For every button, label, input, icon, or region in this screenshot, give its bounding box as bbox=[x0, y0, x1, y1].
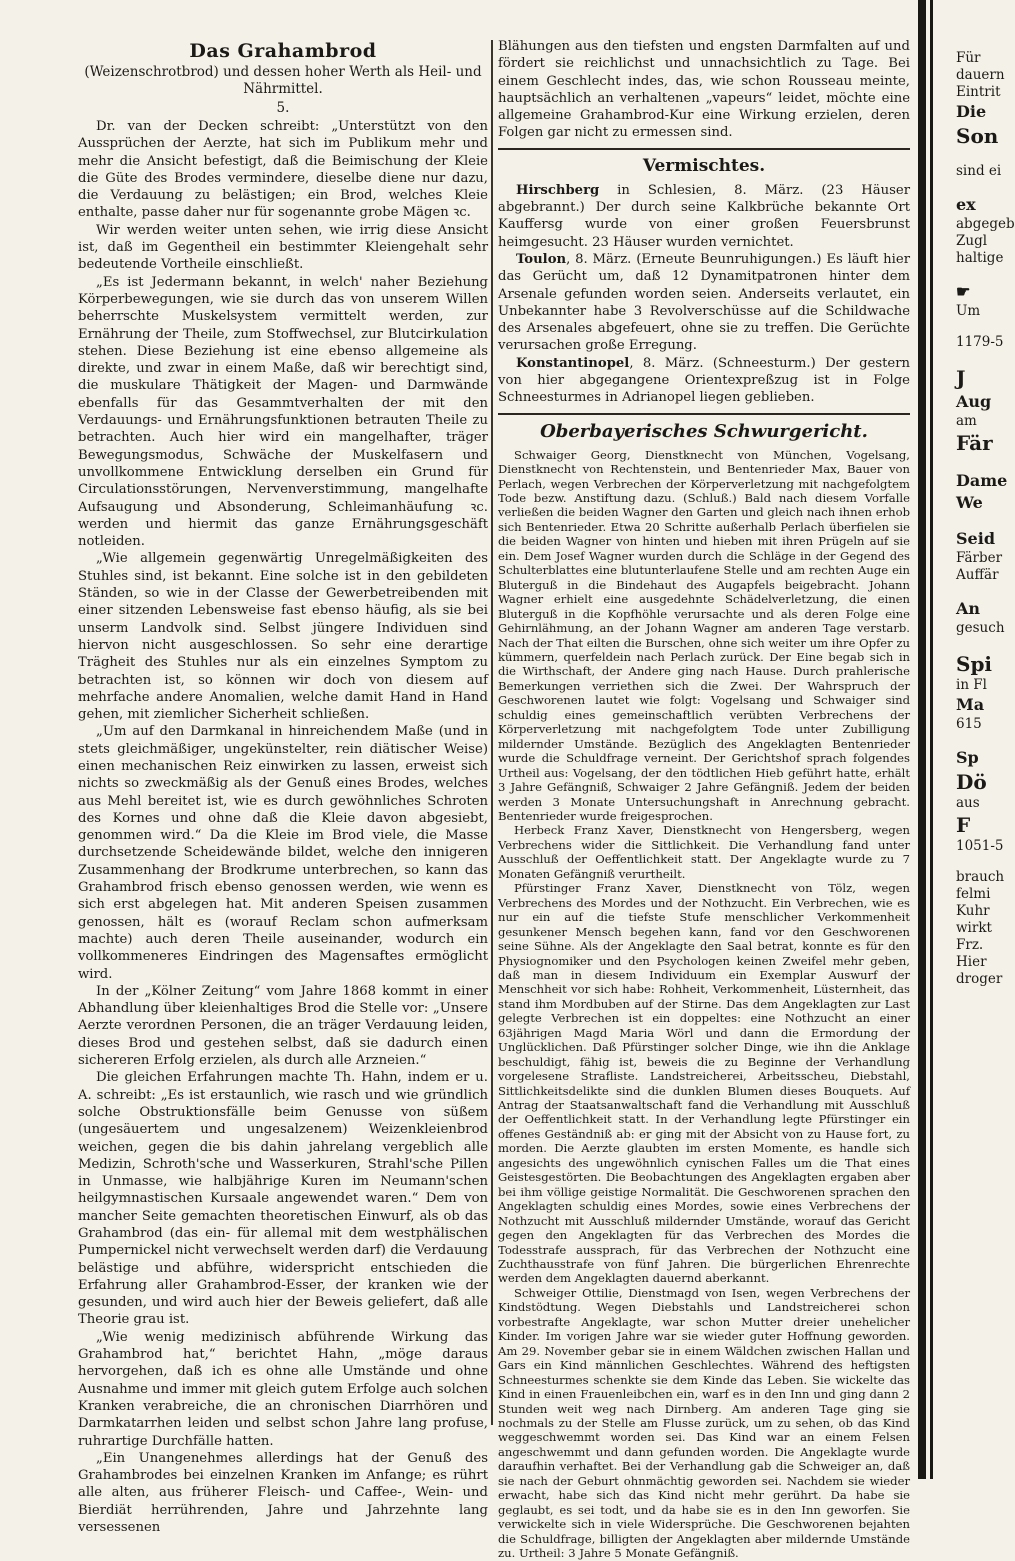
article-paragraph: Die gleichen Erfahrungen machte Th. Hahn, indem er u. A. schreibt: „Es ist erstaunlich, wie rasch und wie gründlich solche Obstruktionsfälle beim Genusse von süßem (ungesäuertem und ungesalzenem) Weizenkleienbrod weichen, gegen die bis dahin jahrelang vergeblich alle Medizin, Schroth'sche und Wasserkuren, Strahl'sche Pillen in Unmasse, wie halbjährige Kuren im Neumann'schen heilgymnastischen Kursaale angewendet waren.“ Dem von mancher Seite gemachten theoretischen Einwurf, als ob das Grahambrod (das ein- für allemal mit dem westphälischen Pumpernickel nicht verwechselt werden darf) die Verdauung belästige und abführe, widerspricht entschieden die Erfahrung aller Grahambrod-Esser, der kranken wie der gesunden, und wird auch hier der Beweis geliefert, daß alle Theorie grau ist. bbox=[78, 1070, 488, 1328]
fragment-line: Um bbox=[956, 303, 981, 319]
fragment-line: Dö bbox=[956, 770, 987, 794]
fragment-line: sind ei bbox=[956, 163, 1002, 179]
news-text: , 8. März. (Schneesturm.) Der gestern von hier abgegangene Orientexpreßzug ist in Folge Schneesturmes in Adrianopel liegen geblieben. bbox=[498, 355, 910, 406]
fragment-line: 1051-5 bbox=[956, 838, 1004, 854]
article-paragraph: Dr. van der Decken schreibt: „Unterstützt von den Aussprüchen der Aerzte, hat sich im Publikum mehr und mehr die Ansicht befestigt, daß die Beimischung der Kleie die Güte des Brodes vermindere, dieselbe diene nur dazu, die Verdauung zu belästigen; ein Brod, welches Kleie enthalte, passe daher nur für sogenannte grobe Mägen ꝛc. bbox=[78, 119, 488, 221]
court-case-paragraph: Pfürstinger Franz Xaver, Dienstknecht von Tölz, wegen Verbrechens des Mordes und der Nothzucht. Ein Verbrechen, wie es nur ein auf die tiefste Stufe menschlicher Verkommenheit gesunkener Mensch begehen kann, fand vor den Geschworenen seine Sühne. Als der Angeklagte den Saal betrat, konnte es für den Physiognomiker und den Psychologen keinen Zweifel mehr geben, daß man in diesem Individuum ein Exemplar Auswurf der Menschheit vor sich habe: Rohheit, Verkommenheit, Lüsternheit, das stand ihm Mordbuben auf der Stirne. Das dem Angeklagten zur Last gelegte Verbrechen ist ein doppeltes: eine Nothzucht an einer 63jährigen Magd Maria Wörl und dann die Ermordung der Unglücklichen. Daß Pfürstinger solcher Dinge, wie ihn die Anklage beschuldigt, fähig ist, beweis die zu Beginne der Verhandlung vorgelesene Strafliste. Landstreicherei, Arbeitsscheu, Diebstahl, Sittlichkeitsdelikte sind die dunklen Blumen dieses Bouquets. Auf Antrag der Staatsanwaltschaft fand die Verhandlung mit Ausschluß der Oeffentlichkeit statt. In der Verhandlung legte Pfürstinger ein offenes Geständniß ab: er ging mit der Absicht von zu Hause fort, zu morden. Die Aerzte glaubten im ersten Momente, es handle sich angesichts des ungewöhnlich cynischen Falles um die That eines Geistesgestörten. Die Beobachtungen des Angeklagten ergaben aber bei ihm völlige geistige Normalität. Die Geschworenen sprachen den Angeklagten schuldig eines Mordes, sowie eines Verbrechens der Nothzucht mit Ausschluß mildernder Umstände, worauf das Gericht gegen den Angeklagten für das Verbrechen des Mordes die Todesstrafe aussprach, für das Verbrechen der Nothzucht eine Zuchthausstrafe von fünf Jahren. Die bürgerlichen Ehrenrechte werden dem Angeklagten dauernd aberkannt. bbox=[498, 881, 910, 1286]
article-paragraph: „Wie allgemein gegenwärtig Unregelmäßigkeiten des Stuhles sind, ist bekannt. Eine solche ist in den gebildeten Ständen, so wie in der Classe der Gewerbetreibenden mit einer sitzenden Lebensweise fast ebenso häufig, als sie bei unserm Landvolk sind. Selbst jüngere Individuen sind hiervon nicht ausgeschlossen. So sehr eine derartige Trägheit des Stuhles nur als ein einzelnes Symptom zu betrachten ist, so können wir doch von diesem auf mehrfache andere Anomalien, welche damit Hand in Hand gehen, mit ziemlicher Sicherheit schließen. bbox=[78, 551, 488, 723]
fragment-line: Kuhr bbox=[956, 903, 990, 919]
fragment-gap bbox=[956, 733, 1000, 747]
fragment-line: Spi bbox=[956, 652, 993, 676]
section-number: 5. bbox=[276, 100, 290, 116]
fragment-line: Färber bbox=[956, 550, 1003, 566]
fragment-line: felmi bbox=[956, 886, 991, 902]
article-paragraph: „Ein Unangenehmes allerdings hat der Genuß des Grahambrodes bei einzelnen Kranken im Anfange; es rührt alle alten, aus früherer Fleisch- und Caffee-, Wein- und Bierdiät herrührenden, Jahre und Jahrzehnte lang versessenen bbox=[78, 1450, 488, 1536]
fragment-line: abgegeb bbox=[956, 216, 1015, 232]
fragment-line: Sp bbox=[956, 748, 979, 767]
article-subheadline: (Weizenschrotbrod) und dessen hoher Werth als Heil- und Nährmittel. bbox=[84, 64, 482, 97]
fragment-gap bbox=[956, 149, 1000, 163]
fragment-gap bbox=[956, 456, 1000, 470]
fragment-line: haltige bbox=[956, 250, 1004, 266]
page-edge-rule bbox=[918, 0, 926, 1479]
court-case-paragraph: Schweiger Ottilie, Dienstmagd von Isen, wegen Verbrechens der Kindstödtung. Wegen Diebstahls und Landstreicherei schon vorbestrafte Angeklagte, war schon Mutter dreier unehelicher Kinder. Im vorigen Jahre war sie wieder guter Hoffnung geworden. Am 29. November gebar sie in einem Wäldchen zwischen Hallan und Gars ein Kind männlichen Geschlechtes. Während des heftigsten Schneesturmes schenkte sie dem Kinde das Leben. Sie wickelte das Kind in einen Frauenleibchen ein, warf es in den Inn und ging dann 2 Stunden weit weg nach Dirnberg. Am anderen Tage ging sie nochmals zu der Stelle am Flusse zurück, um zu sehen, ob das Kind weggeschwemmt worden sei. Das Kind war an einem Felsen angeschwemmt und dann gefunden worden. Die Angeklagte wurde daraufhin verhaftet. Bei der Verhandlung gab die Schweiger an, daß sie nach der Geburt ohnmächtig geworden sei. Nachdem sie wieder erwacht, habe sich das Kind nicht mehr gerührt. Da habe sie geglaubt, es sei todt, und da habe sie es in den Inn geworfen. Sie verwickelte sich in viele Widersprüche. Die Geschworenen bejahten die Schuldfrage, billigten der Angeklagten aber mildernde Umstände zu. Urtheil: 3 Jahre 5 Monate Gefängniß. bbox=[498, 1285, 910, 1561]
fragment-line: 1179-5 bbox=[956, 334, 1004, 350]
court-case-paragraph: Schwaiger Georg, Dienstknecht von München, Vogelsang, Dienstknecht von Rechtenstein, und Bentenrieder Max, Bauer von Perlach, wegen Verbrechen der Körperverletzung mit nachgefolgtem Tode bezw. Anstiftung dazu. (Schluß.) Bald nach diesem Vorfalle verließen die beiden Wagner den Garten und gleich nach ihnen erhob sich Bentenrieder. Etwa 20 Schritte außerhalb Perlach überfielen sie die beiden Wagner von hinten und hieben mit ihren Prügeln auf sie ein. Dem Josef Wagner wurden durch die Schläge in der Gegend des Schulterblattes eine blutunterlaufene Stelle und am rechten Auge ein Bluterguß in die Bindehaut des Augapfels beigebracht. Johann Wagner erhielt eine ausgedehnte Schädelverletzung, die einen Bluterguß in die Kopfhöhle verursachte und als deren Folge eine Gehirnlähmung, an der Johann Wagner am anderen Tage verstarb. Nach der That eilten die Burschen, ohne sich weiter um ihre Opfer zu kümmern, querfeldein nach Perlach zurück. Der Eine begab sich in die Wirthschaft, der Andere ging nach Hause. Durch prahlerische Bemerkungen verriethen sich die Zwei. Der Wahrspruch der Geschworenen lautet wie folgt: Vogelsang und Schwaiger sind schuldig eines gemeinschaftlich verübten Verbrechens der Körperverletzung mit nachgefolgtem Tode unter Zubilligung mildernder Umstände. Bezüglich des Angeklagten Bentenrieder wurde die Schuldfrage verneint. Der Gerichtshof sprach folgendes Urtheil aus: Vogelsang, der den tödtlichen Hieb geführt hatte, erhält 3 Jahre Gefängniß, Schwaiger 2 Jahre Gefängniß. Jedem der beiden werden 3 Monate Untersuchungshaft in Anrechnung gebracht. Bentenrieder wurde freigesprochen. bbox=[498, 447, 910, 823]
fragment-line: Dame bbox=[956, 471, 1008, 490]
fragment-line: dauern bbox=[956, 67, 1005, 83]
court-section-title: Oberbayerisches Schwurgericht. bbox=[540, 420, 868, 442]
fragment-line: in Fl bbox=[956, 677, 987, 693]
fragment-line: Ma bbox=[956, 695, 985, 714]
fragment-line: droger bbox=[956, 971, 1003, 987]
news-text: , 8. März. (Erneute Beunruhigungen.) Es läuft hier das Gerücht um, daß 12 Dynamitpatronen hinter dem Arsenale gefunden worden seien. Anderseits verlautet, ein Unbekannter habe 3 Revolverschüsse auf die Schildwache des Arsenales abgefeuert, ohne sie zu treffen. Die Gerüchte verursachen große Erregung. bbox=[498, 251, 910, 354]
section-divider bbox=[498, 148, 910, 150]
fragment-line: Eintrit bbox=[956, 84, 1001, 100]
fragment-line: am bbox=[956, 413, 977, 429]
fragment-gap bbox=[956, 267, 1000, 281]
fragment-line: Son bbox=[956, 124, 999, 148]
misc-news-item bbox=[498, 182, 910, 251]
fragment-line: Aug bbox=[956, 392, 992, 411]
fragment-line: We bbox=[956, 493, 983, 512]
misc-news-item bbox=[498, 251, 910, 355]
article-paragraph: „Wie wenig medizinisch abführende Wirkung das Grahambrod hat,“ berichtet Hahn, „möge daraus hervorgehen, daß ich es ohne alle Umstände und ohne Ausnahme und immer mit gleich gutem Erfolge auch solchen Kranken verabreiche, die an chronischen Diarrhören und Darmkatarrhen leiden und selbst schon Jahre lang profuse, ruhrartige Durchfälle hatten. bbox=[78, 1329, 488, 1449]
section-divider bbox=[498, 413, 910, 415]
fragment-line: ex bbox=[956, 195, 976, 214]
article-continuation: Blähungen aus den tiefsten und engsten Darmfalten auf und fördert sie reichlichst und unnachsichtlich zu Tage. Bei einem Geschlecht indes, das, wie schon Rousseau meinte, hauptsächlich an verhaltenen „vapeurs“ leidet, möchte eine allgemeine Grahambrod-Kur eine Wirkung erzielen, deren Folgen gar nicht zu ermessen sind. bbox=[498, 39, 910, 141]
fragment-gap bbox=[956, 180, 1000, 194]
fragment-line: An bbox=[956, 599, 981, 618]
article-paragraph: Wir werden weiter unten sehen, wie irrig diese Ansicht ist, daß im Gegentheil ein bestimmter Kleiengehalt sehr bedeutende Vortheile einschließt. bbox=[78, 222, 488, 273]
article-body bbox=[78, 118, 488, 1536]
fragment-line: ☛ bbox=[956, 282, 971, 301]
fragment-line: Fär bbox=[956, 431, 993, 455]
misc-section-title: Vermischtes. bbox=[642, 155, 766, 176]
fragment-line: Die bbox=[956, 102, 987, 121]
misc-news-item bbox=[498, 355, 910, 407]
fragment-line: Seid bbox=[956, 529, 995, 548]
court-report-body bbox=[498, 448, 910, 1561]
fragment-line: Für bbox=[956, 50, 981, 66]
fragment-line: wirkt bbox=[956, 920, 992, 936]
news-text: in Schlesien, 8. März. (23 Häuser abgebrannt.) Der durch seine Kalkbrüche bekannte Ort Kauffersg wurde von einer großen Feuersbrunst heimgesucht. 23 Häuser wurden vernichtet. bbox=[498, 182, 910, 250]
article-headline: Das Grahambrod bbox=[189, 40, 377, 62]
page-edge-rule bbox=[930, 0, 933, 1479]
misc-news-list bbox=[498, 182, 910, 407]
adjacent-page-fragment bbox=[956, 50, 1015, 1410]
fragment-line: Auffär bbox=[956, 567, 999, 583]
fragment-gap bbox=[956, 637, 1000, 651]
fragment-line: Zugl bbox=[956, 233, 988, 249]
fragment-gap bbox=[956, 584, 1000, 598]
article-paragraph: „Es ist Jedermann bekannt, in welch' naher Beziehung Körperbewegungen, wie sie durch das von unserem Willen beherrschte Muskelsystem vermittelt werden, zur Ernährung der Theile, zum Stoffwechsel, zur Blutcirkulation stehen. Diese Beziehung ist eine ebenso allgemeine als direkte, und zwar in einem Maße, daß wir berechtigt sind, die muskulare Thätigkeit der Magen- und Darmwände ebenfalls für das Gesammtverhalten der mit den Verdauungs- und Ernährungsfunktionen betrauten Theile zu betrachten. Auch hier wird ein mangelhafter, träger Bewegungsmodus, Schwäche der Muskelfasern und unvollkommene Entwicklung derselben ein Grund für Circulationsstörungen, Nervenverstimmung, mangelhafte Aufsaugung und Absonderung, Schleimanhäufung ꝛc. werden und hiermit das ganze Ernährungsgeschäft notleiden. bbox=[78, 274, 488, 550]
fragment-line: Frz. bbox=[956, 937, 984, 953]
article-paragraph: „Um auf den Darmkanal in hinreichendem Maße (und in stets gleichmäßiger, ungekünstelter, rein diätischer Weise) einen mechanischen Reiz einwirken zu lassen, erweist sich nichts so zweckmäßig als der Genuß eines Brodes, welches aus Mehl bereitet ist, wie es durch gewöhnliches Schroten des Kornes und ohne daß die Kleie davon abgesiebt, genommen wird.“ Da die Kleie im Brod viele, die Masse durchsetzende Scheidewände bildet, welche den innigeren Zusammenhang der Brodkrume unterbrechen, so kann das Grahambrod frisch ebenso genossen werden, wie wenn es sich erst abgelegen hat. Mit anderen Speisen zusammen genossen, hält es (worauf Reclam schon aufmerksam machte) auch deren Theile auseinander, wodurch ein vollkommeneres Eindringen des Magensaftes ermöglicht wird. bbox=[78, 724, 488, 982]
fragment-gap bbox=[956, 320, 1000, 334]
column-rule bbox=[491, 40, 493, 1425]
news-dateline: Toulon bbox=[516, 251, 567, 267]
fragment-line: F bbox=[956, 813, 971, 837]
fragment-line: aus bbox=[956, 795, 980, 811]
news-dateline: Konstantinopel bbox=[516, 355, 630, 371]
fragment-gap bbox=[956, 351, 1000, 365]
fragment-line: 615 bbox=[956, 716, 982, 732]
news-dateline: Hirschberg bbox=[516, 182, 600, 198]
fragment-line: J bbox=[956, 366, 966, 390]
middle-column bbox=[498, 38, 910, 1561]
left-column bbox=[78, 38, 488, 1536]
court-case-paragraph: Herbeck Franz Xaver, Dienstknecht von Hengersberg, wegen Verbrechens wider die Sittlichkeit. Die Verhandlung fand unter Ausschluß der Oeffentlichkeit statt. Der Angeklagte wurde zu 7 Monaten Gefängniß verurtheilt. bbox=[498, 823, 910, 881]
fragment-gap bbox=[956, 855, 1000, 869]
fragment-gap bbox=[956, 514, 1000, 528]
fragment-line: gesuch bbox=[956, 620, 1005, 636]
article-paragraph: In der „Kölner Zeitung“ vom Jahre 1868 kommt in einer Abhandlung über kleienhaltiges Brod die Stelle vor: „Unsere Aerzte verordnen Personen, die an träger Verdauung leiden, dieses Brod und gestehen selbst, daß sie dadurch einen sichereren Erfolg erzielen, als durch alle Arzneien.“ bbox=[78, 983, 488, 1069]
fragment-line: brauch bbox=[956, 869, 1005, 885]
fragment-line: Hier bbox=[956, 954, 987, 970]
